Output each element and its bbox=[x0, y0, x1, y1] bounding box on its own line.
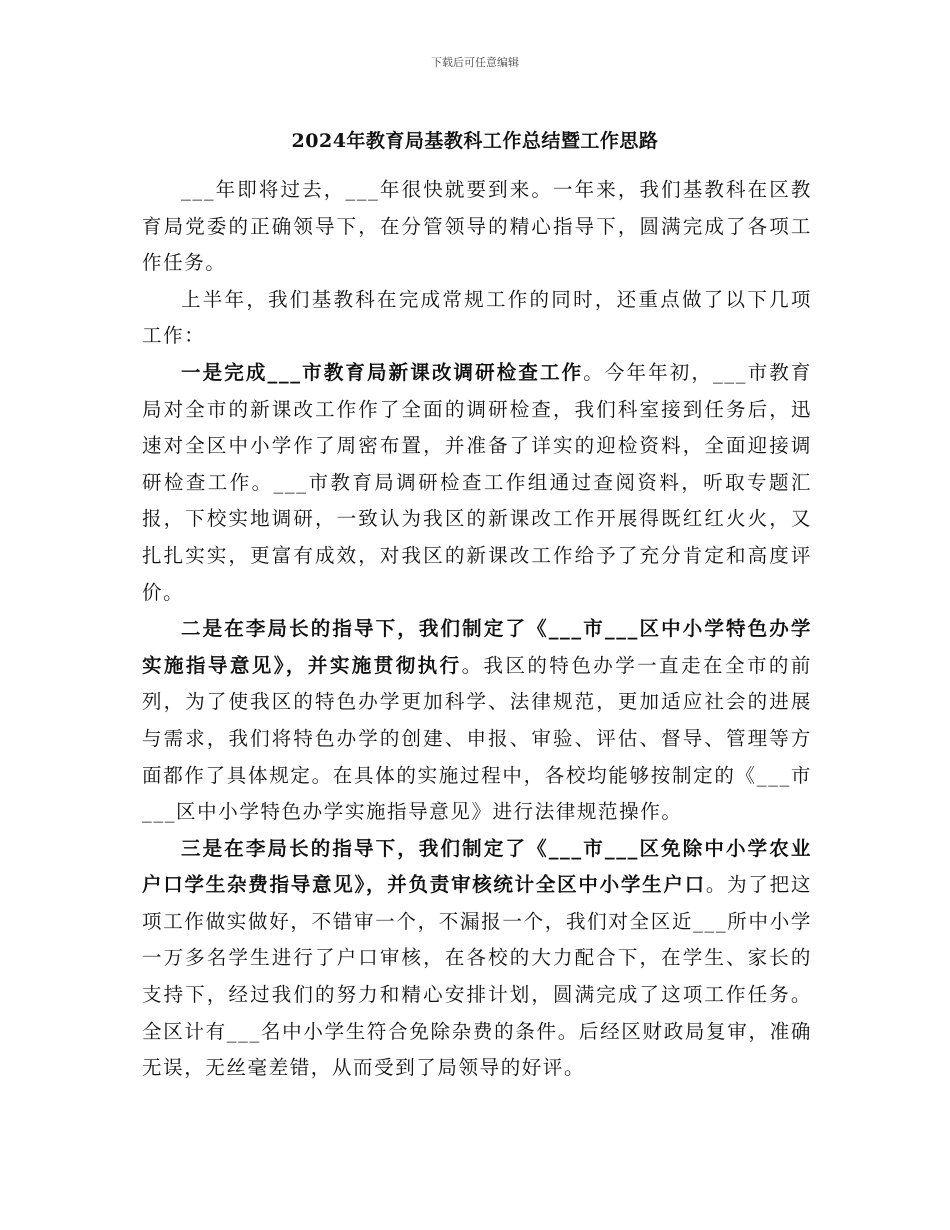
paragraph-item-2-heading: 二是在李局长的指导下，我们制定了《___市___区中小学特色办学实施指导意见》，并实施贯彻执行 bbox=[142, 617, 812, 677]
paragraph-item-1-text: 。今年年初，___市教育局对全市的新课改工作作了全面的调研检查，我们科室接到任务后，迅速对全区中小学作了周密布置，并准备了详实的迎检资料，全面迎接调研检查工作。___市教育局调研检查工作组通过查阅资料，听取专题汇报，下校实地调研，一致认为我区的新课改工作开展得既红红火火，又扎扎实实，更富有成效，对我区的新课改工作给予了充分肯定和高度评价。 bbox=[142, 360, 812, 604]
document-body bbox=[142, 172, 812, 1087]
paragraph-intro-text: ___年即将过去，___年很快就要到来。一年来，我们基教科在区教育局党委的正确领导下，在分管领导的精心指导下，圆满完成了各项工作任务。 bbox=[142, 178, 812, 275]
paragraph-overview bbox=[142, 282, 812, 355]
paragraph-item-3-text: 。为了把这项工作做实做好，不错审一个，不漏报一个，我们对全区近___所中小学一万多名学生进行了户口审核，在各校的大力配合下，在学生、家长的支持下，经过我们的努力和精心安排计划，圆满完成了这项工作任务。全区计有___名中小学生符合免除杂费的条件。后经区财政局复审，准确无误，无丝毫差错，从而受到了局领导的好评。 bbox=[142, 873, 812, 1080]
paragraph-item-2-text: 。我区的特色办学一直走在全市的前列，为了使我区的特色办学更加科学、法律规范，更加适应社会的进展与需求，我们将特色办学的创建、申报、审验、评估、督导、管理等方面都作了具体规定。在具体的实施过程中，各校均能够按制定的《___市___区中小学特色办学实施指导意见》进行法律规范操作。 bbox=[142, 653, 812, 824]
paragraph-item-2 bbox=[142, 611, 812, 831]
paragraph-item-3-heading: 三是在李局长的指导下，我们制定了《___市___区免除中小学农业户口学生杂费指导意见》，并负责审核统计全区中小学生户口 bbox=[142, 836, 812, 897]
page-header-note: 下载后可任意编辑 bbox=[431, 56, 519, 69]
document-title: 2024年教育局基教科工作总结暨工作思路 bbox=[291, 130, 659, 152]
paragraph-item-3 bbox=[142, 831, 812, 1087]
paragraph-overview-text: 上半年，我们基教科在完成常规工作的同时，还重点做了以下几项工作： bbox=[142, 287, 812, 348]
paragraph-intro bbox=[142, 172, 812, 282]
paragraph-item-1-heading: 一是完成___市教育局新课改调研检查工作 bbox=[181, 360, 584, 384]
paragraph-item-1 bbox=[142, 355, 812, 611]
